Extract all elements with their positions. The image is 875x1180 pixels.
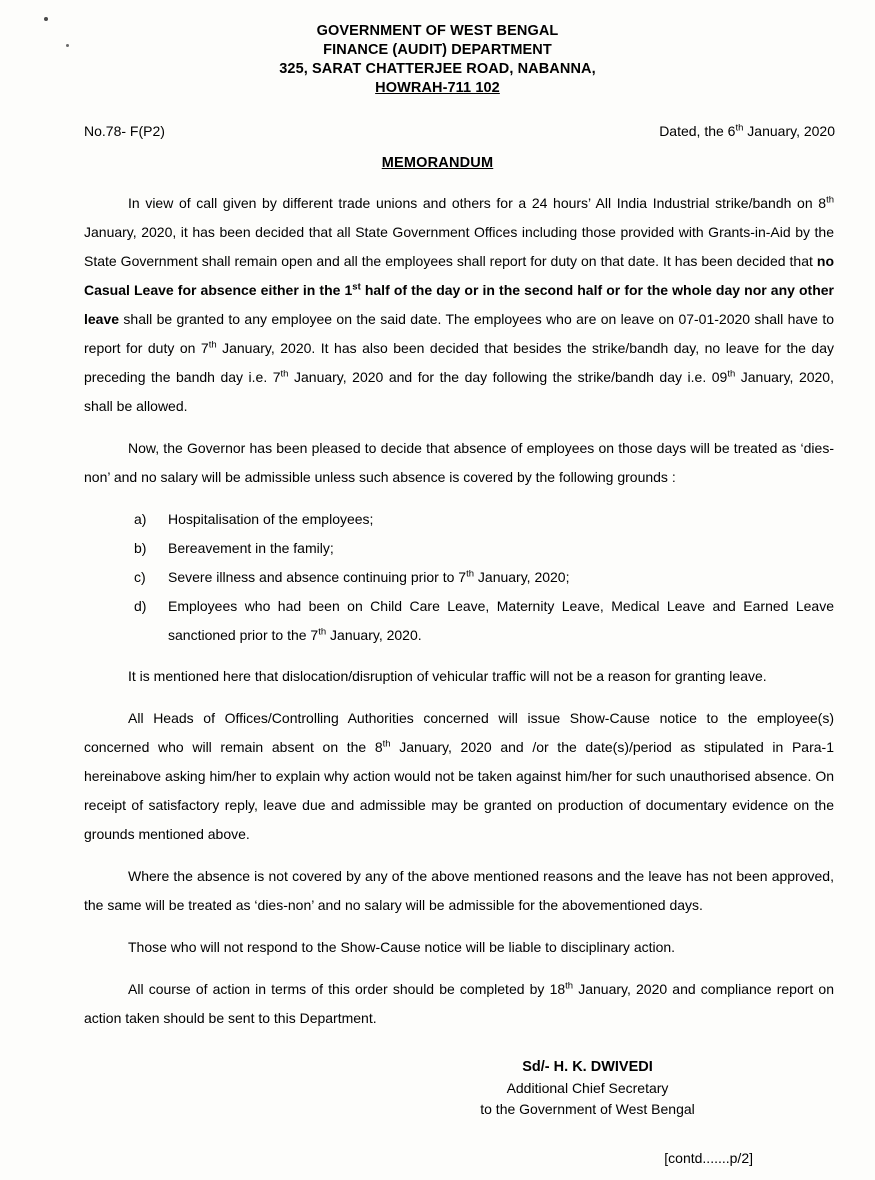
paragraph-2 xyxy=(84,434,834,492)
list-item-text: Bereavement in the family; xyxy=(168,540,334,556)
p1-ordinal-4: th xyxy=(727,368,736,380)
list-item-ordinal: th xyxy=(318,626,327,638)
p4-segment-a: All Heads of Offices/Controlling Authorities concerned will issue Show-Cause notice to the employee(s) concerned who will remain absent on the 8 xyxy=(84,710,834,755)
paragraph-4 xyxy=(84,704,834,849)
p1-segment-a: In view of call given by different trade unions and others for a 24 hours’ All India Industrial strike/bandh on 8 xyxy=(128,195,827,211)
paragraph-6 xyxy=(84,933,834,962)
p2-text: Now, the Governor has been pleased to decide that absence of employees on those days will be treated as ‘dies-non’ and no salary will be admissible unless such absence is covered by the following grounds : xyxy=(84,440,834,485)
header-line-city: HOWRAH-711 102 xyxy=(375,80,500,96)
p1-segment-c: shall be granted to any employee on the said date. The employees who are on leave on 07-01-2020 shall have to report for duty on 7 xyxy=(84,311,834,356)
header-line-government: GOVERNMENT OF WEST BENGAL xyxy=(316,23,559,39)
list-item xyxy=(134,592,834,650)
memo-date xyxy=(659,123,835,139)
p1-ordinal-1: th xyxy=(826,194,834,206)
p1-ordinal-3: th xyxy=(280,368,289,380)
paragraph-5 xyxy=(84,862,834,920)
list-item-text: Severe illness and absence continuing prior to 7 xyxy=(168,569,467,585)
page-continuation-note: [contd.......p/2] xyxy=(664,1150,753,1166)
p1-segment-d: January, 2020. It has also been decided that besides the strike/bandh day, no leave for the day preceding the bandh day i.e. 7 xyxy=(84,340,834,385)
p1-segment-f: January, 2020, shall be allowed. xyxy=(84,369,834,414)
p1-bold-1: no Casual Leave for absence either in the 1 xyxy=(84,253,834,298)
header-line-address: 325, SARAT CHATTERJEE ROAD, NABANNA, xyxy=(279,61,596,77)
p3-text: It is mentioned here that dislocation/disruption of vehicular traffic will not be a reason for granting leave. xyxy=(128,668,767,684)
signatory-authority: to the Government of West Bengal xyxy=(480,1101,695,1117)
document-header xyxy=(36,22,839,98)
list-item-ordinal: th xyxy=(466,568,475,580)
list-item-marker: d) xyxy=(134,598,147,614)
p1-segment-e: January, 2020 and for the day following the strike/bandh day i.e. 09 xyxy=(288,369,728,385)
p1-segment-b: January, 2020, it has been decided that all State Government Offices including those provided with Grants-in-Aid by the State Government shall remain open and all the employees shall report for duty on that date. It has been decided that xyxy=(84,224,834,269)
p7-segment-b: January, 2020 and compliance report on action taken should be sent to this Department. xyxy=(84,981,835,1026)
memo-date-suffix: January, 2020 xyxy=(743,123,835,139)
scan-speck-icon xyxy=(44,17,48,21)
list-item xyxy=(134,563,834,592)
document-body xyxy=(36,189,839,1033)
grounds-list xyxy=(84,505,834,650)
p5-text: Where the absence is not covered by any of the above mentioned reasons and the leave has not been approved, the same will be treated as ‘dies-non’ and no salary will be admissible for the abovementioned days. xyxy=(84,868,834,913)
signatory-designation: Additional Chief Secretary xyxy=(506,1080,669,1096)
paragraph-7 xyxy=(84,975,834,1033)
signatory-name: Sd/- H. K. DWIVEDI xyxy=(522,1059,653,1075)
list-item-text-tail: January, 2020; xyxy=(474,569,570,585)
p7-ordinal: th xyxy=(565,980,574,992)
p6-text: Those who will not respond to the Show-Cause notice will be liable to disciplinary action. xyxy=(128,939,676,955)
list-item-text: Employees who had been on Child Care Leave, Maternity Leave, Medical Leave and Earned Leave sanctioned prior to the 7 xyxy=(168,598,834,643)
p1-bold-2: half of the day or in the second half or for the whole day nor any other leave xyxy=(84,282,834,327)
list-item-marker: b) xyxy=(134,540,147,556)
signature-block xyxy=(36,1057,839,1120)
list-item-text: Hospitalisation of the employees; xyxy=(168,511,374,527)
list-item-marker: c) xyxy=(134,569,146,585)
p4-segment-b: January, 2020 and /or the date(s)/period as stipulated in Para-1 hereinabove asking him/her to explain why action would not be taken against him/her for such unauthorised absence. On receipt of satisfactory reply, leave due and admissible may be granted on production of documentary evidence on the grounds mentioned above. xyxy=(84,739,834,842)
list-item xyxy=(134,505,834,534)
list-item xyxy=(134,534,834,563)
p7-segment-a: All course of action in terms of this order should be completed by 18 xyxy=(128,981,566,997)
p4-ordinal: th xyxy=(382,738,391,750)
p1-ordinal-2: th xyxy=(208,339,217,351)
list-item-marker: a) xyxy=(134,511,147,527)
list-item-text-tail: January, 2020. xyxy=(326,627,422,643)
memo-date-prefix: Dated, the 6 xyxy=(659,123,736,139)
memo-number: No.78- F(P2) xyxy=(84,123,165,139)
scan-speck-icon xyxy=(66,44,69,47)
memo-date-ordinal: th xyxy=(735,122,744,134)
paragraph-3 xyxy=(84,662,834,691)
header-line-department: FINANCE (AUDIT) DEPARTMENT xyxy=(323,42,552,58)
p1-bold-ordinal: st xyxy=(352,281,361,293)
page-title: MEMORANDUM xyxy=(381,155,494,171)
paragraph-1 xyxy=(84,189,834,421)
document-meta xyxy=(36,123,839,139)
